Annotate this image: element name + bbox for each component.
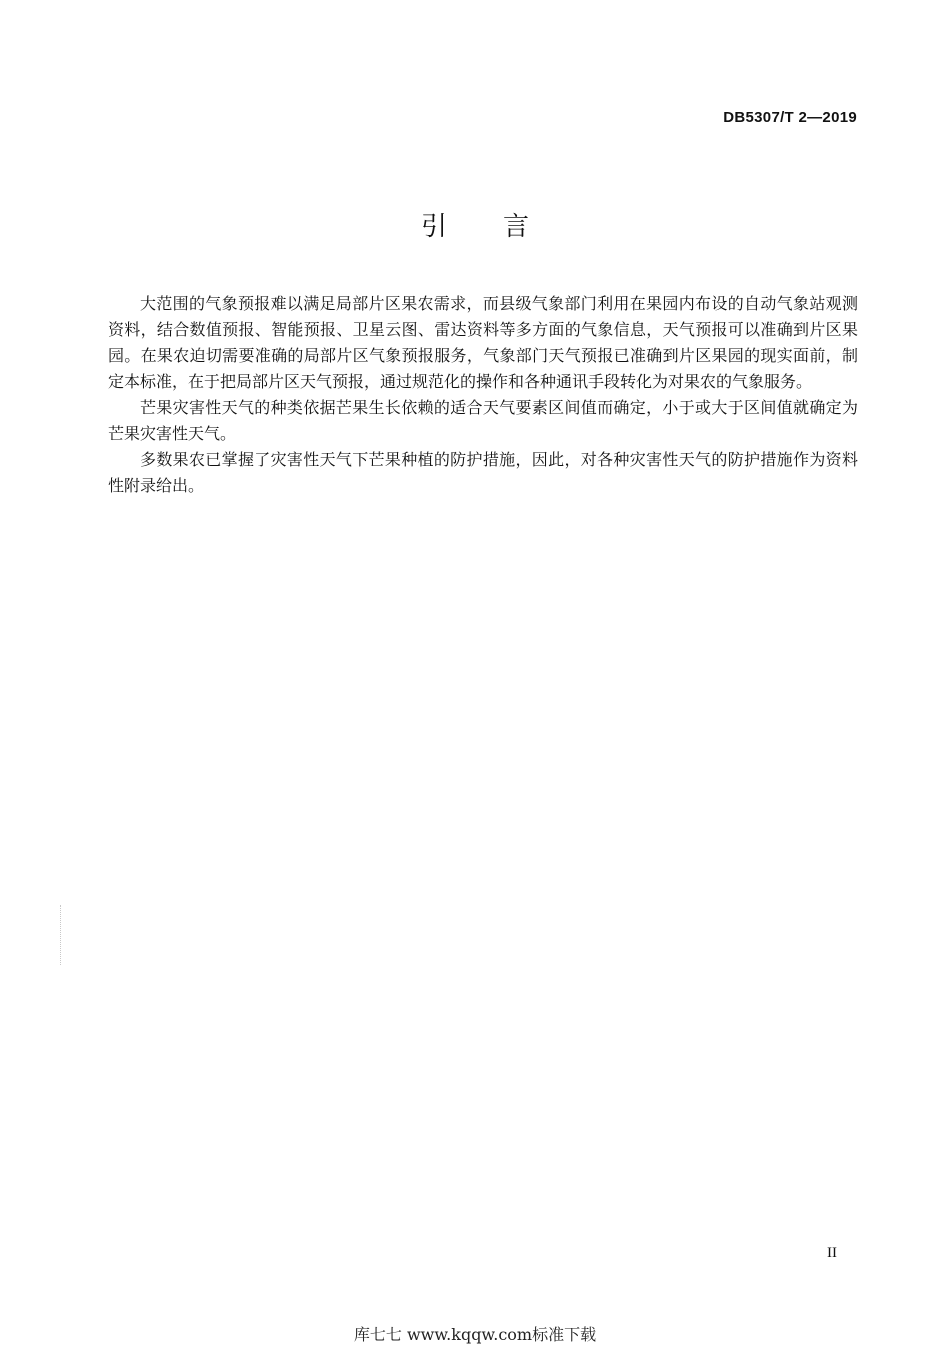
page-title <box>0 206 950 243</box>
paragraph-2: 芒果灾害性天气的种类依据芒果生长依赖的适合天气要素区间值而确定，小于或大于区间值就确定为芒果灾害性天气。 <box>108 398 858 443</box>
footer-watermark: 库七七 www.kqqw.com标准下载 <box>353 1325 597 1344</box>
introduction-body <box>108 291 858 499</box>
document-code: DB5307/T 2—2019 <box>723 109 857 126</box>
paragraph-1: 大范围的气象预报难以满足局部片区果农需求，而县级气象部门利用在果园内布设的自动气象站观测资料，结合数值预报、智能预报、卫星云图、雷达资料等多方面的气象信息，天气预报可以准确到片区果园。在果农迫切需要准确的局部片区气象预报服务，气象部门天气预报已准确到片区果园的现实面前，制定本标准，在于把局部片区天气预报，通过规范化的操作和各种通讯手段转化为对果农的气象服务。 <box>108 294 858 391</box>
title-char-1: 引 <box>420 212 447 242</box>
paragraph-3: 多数果农已掌握了灾害性天气下芒果种植的防护措施，因此，对各种灾害性天气的防护措施作为资料性附录给出。 <box>108 450 858 495</box>
scan-artifact <box>60 905 62 965</box>
title-char-2: 言 <box>503 212 530 242</box>
page-number: II <box>827 1245 837 1261</box>
